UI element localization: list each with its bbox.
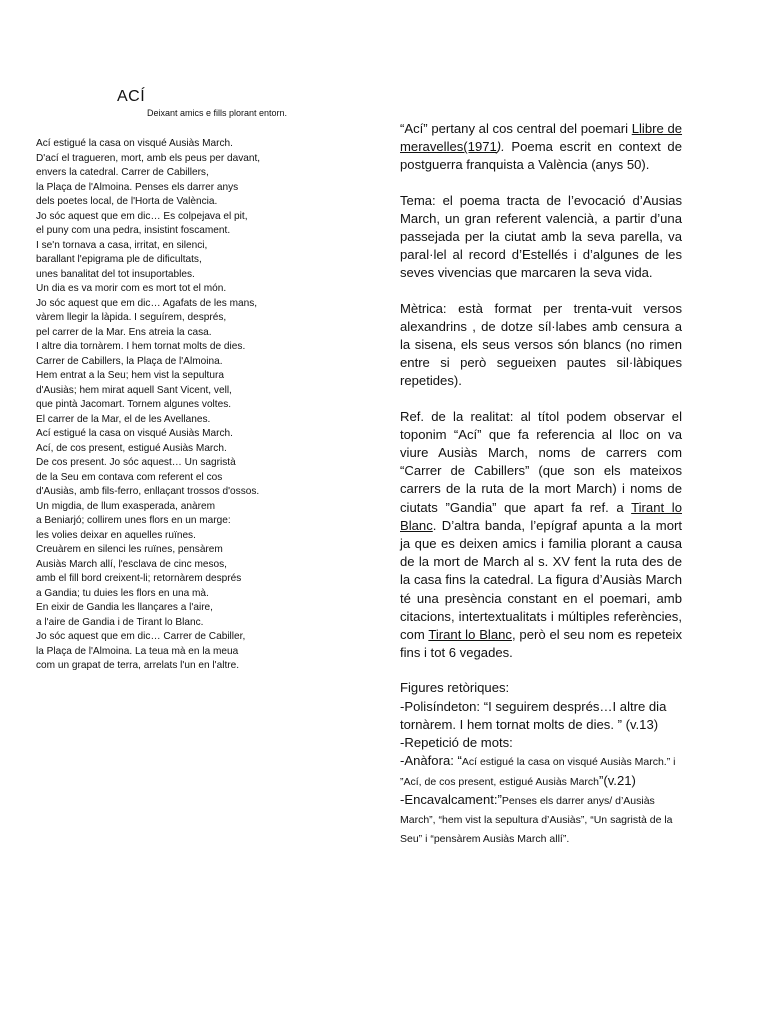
poem-line: El carrer de la Mar, el de les Avellanes. xyxy=(36,413,211,425)
poem-line: Carrer de Cabillers, la Plaça de l'Almoina. xyxy=(36,355,223,367)
book-year-close: ). xyxy=(496,139,505,155)
encavalcament-item xyxy=(400,791,682,849)
poem-line: En eixir de Gandia les llançares a l'aire, xyxy=(36,602,213,613)
anafora-item xyxy=(400,752,682,790)
poem-line: D'ací el tragueren, mort, amb els peus per davant, xyxy=(36,152,261,164)
poem-line: Hem entrat a la Seu; hem vist la sepultura xyxy=(36,370,224,381)
poem-line: de la Seu em contava com referent el cos xyxy=(36,471,223,483)
figures-heading: Figures retòriques: xyxy=(400,680,510,696)
poem-title: ACÍ xyxy=(117,88,146,105)
poem-line: d'Ausiàs; hem mirat aquell Sant Vicent, vell, xyxy=(36,384,232,396)
poem-line: Jo sóc aquest que em dic… Carrer de Cabiller, xyxy=(36,631,246,642)
poem-line: a Beniarjó; collirem unes flors en un marge: xyxy=(36,515,231,526)
ref-text-1: Ref. de la realitat: al títol podem observar el toponim “Ací” que fa referencia al lloc on va viure Ausiàs March, noms de carrers com “Carrer de Cabillers” (que son els mateixos carrers de la ruta de la mort March) i noms de ciutats ”Gandia” que apart fa ref. a xyxy=(400,408,682,515)
poem-line: Jo sóc aquest que em dic… Es colpejava el pit, xyxy=(36,210,248,222)
poem-line: les volies deixar en aquelles ruïnes. xyxy=(36,529,196,541)
poem-line: com un grapat de terra, arrelats l'un en l'altre. xyxy=(36,660,240,671)
poem-line: a l'aire de Gandia i de Tirant lo Blanc. xyxy=(36,616,204,628)
tema-paragraph: Tema: el poema tracta de l’evocació d’Ausias March, un gran referent valencià, a partir d’una passejada per la ciutat amb la seva parella, va paral·lel al record d’Estellés i d’algunes de les seves vivencias que marcaren la seva vida. xyxy=(400,192,682,281)
poem-line: dels poetes local, de l'Horta de València. xyxy=(36,196,218,207)
poem-line: I se'n tornava a casa, irritat, en silenci, xyxy=(36,239,208,251)
intro-context: Poema escrit en context de postguerra franquista a València (anys 50). xyxy=(400,139,682,173)
poem-text xyxy=(36,137,366,674)
ref-text-2: . D’altra banda, l’epígraf apunta a la mort ja que es deixen amics i familia plorant a causa de la mort de March al s. XV fent la ruta des de la casa fins la catedral. La figura d’Ausiàs March té una presència constant en el poemari, amb citacions, intertextualitats i múltiples referències, com xyxy=(400,517,682,643)
poem-line: Ací estigué la casa on visqué Ausiàs March. xyxy=(36,138,233,149)
poem-line: Un migdia, de llum exasperada, anàrem xyxy=(36,500,215,512)
poem-line: la Plaça de l'Almoina. Penses els darrer anys xyxy=(36,181,239,193)
poem-line: Creuàrem en silenci les ruïnes, pensàrem xyxy=(36,544,223,555)
poem-line: Un dia es va morir com es mort tot el món. xyxy=(36,283,227,294)
intro-text: “Ací” pertany al cos central del poemari xyxy=(400,121,629,136)
poem-line: barallant l'epigrama ple de dificultats, xyxy=(36,254,202,265)
poem-line: Jo sóc aquest que em dic… Agafats de les mans, xyxy=(36,297,258,309)
tirant-link-2[interactable]: Tirant lo Blanc xyxy=(428,627,512,643)
ref-text-3: , però el seu nom es repeteix fins i tot 6 vegades. xyxy=(400,627,682,661)
encavalcament-label: -Encavalcament:” xyxy=(400,791,502,807)
poem-line: Ací estigué la casa on visqué Ausiàs March. xyxy=(36,428,233,439)
polisindeton-text: “I seguirem després…I altre dia tornàrem. I hem tornat molts de dies. ” (v.13) xyxy=(400,698,667,732)
anafora-end: ”(v.21) xyxy=(599,772,636,788)
commentary-column xyxy=(400,120,682,848)
intro-paragraph xyxy=(400,120,682,175)
poem-line: De cos present. Jo sóc aquest… Un sagristà xyxy=(36,457,236,468)
poem-line: Ausiàs March allí, l'esclava de cinc mesos, xyxy=(36,558,227,570)
anafora-label: -Anàfora: “ xyxy=(400,753,462,769)
poem-line: que pintà Jacomart. Tornem algunes voltes. xyxy=(36,399,232,410)
poem-line: Ací, de cos present, estigué Ausiàs March. xyxy=(36,442,227,454)
poem-line: el puny com una pedra, insistint foscament. xyxy=(36,225,231,236)
poem-line: unes banalitat del tot insuportables. xyxy=(36,268,195,280)
poem-epigraph: Deixant amics e fills plorant entorn. xyxy=(147,108,288,118)
anafora-text: Ací estigué la casa on visqué Ausiàs March.” i ”Ací, de cos present, estigué Ausiàs March xyxy=(400,756,676,788)
poem-line: I altre dia tornàrem. I hem tornat molts de dies. xyxy=(36,341,246,352)
repeticio-item: -Repetició de mots: xyxy=(400,735,513,751)
ref-paragraph xyxy=(400,408,682,663)
poem-line: pel carrer de la Mar. Ens atreia la casa. xyxy=(36,326,212,338)
figures-section xyxy=(400,679,682,848)
tirant-link-1[interactable]: Tirant lo Blanc xyxy=(400,499,682,533)
metrica-paragraph: Mètrica: està format per trenta-vuit versos alexandrins , de dotze síl·labes amb censura a la sisena, els seus versos són blancs (no rimen entre si però segueixen pautes sil·làbiques repetides). xyxy=(400,300,682,389)
encavalcament-text: Penses els darrer anys/ d’Ausiàs March”, “hem vist la sepultura d’Ausiàs”, “Un sagristà de la Seu” i “pensàrem Ausiàs March allí”. xyxy=(400,794,673,846)
poem-line: amb el fill bord creixent-li; retornàrem després xyxy=(36,573,242,584)
poem-line: la Plaça de l'Almoina. La teua mà en la meua xyxy=(36,645,239,657)
polisindeton-item xyxy=(400,698,682,734)
poem-line: vàrem llegir la làpida. I seguírem, després, xyxy=(36,312,227,323)
polisindeton-label: -Polisíndeton: xyxy=(400,698,484,714)
poem-line: d'Ausiàs, amb fils-ferro, enllaçant trossos d'ossos. xyxy=(36,486,260,497)
poem-line: envers la catedral. Carrer de Cabillers, xyxy=(36,167,209,178)
poem-line: a Gandia; tu duies les flors en una mà. xyxy=(36,587,209,599)
book-title-link[interactable]: Llibre de meravelles(1971 xyxy=(400,121,683,155)
